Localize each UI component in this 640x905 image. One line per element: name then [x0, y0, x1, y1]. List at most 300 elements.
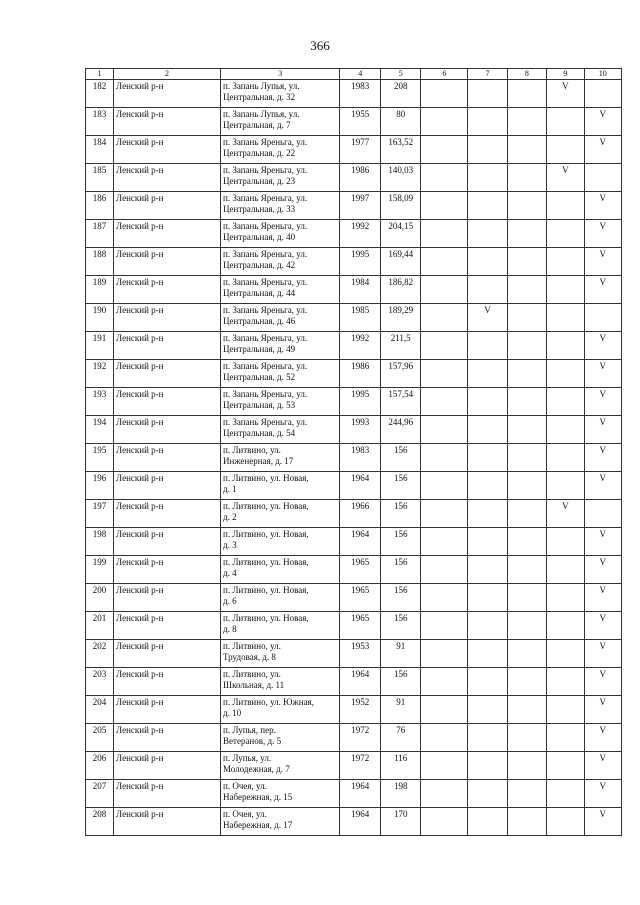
address-line-1: п. Запань Яреньга, ул. [223, 277, 308, 287]
address-line-2: д. 6 [223, 596, 237, 606]
address-line-1: п. Литвино, ул. Новая, [223, 557, 309, 567]
col9-mark-cell [547, 108, 584, 136]
col6-mark-cell [421, 668, 468, 696]
col7-mark-cell [468, 780, 507, 808]
col8-mark-cell [507, 304, 546, 332]
address-line-1: п. Лупья, ул. [223, 753, 272, 763]
area-cell: 156 [380, 668, 421, 696]
address-cell [221, 192, 340, 220]
table-row [86, 696, 622, 724]
col10-mark-cell [584, 164, 621, 192]
table-row [86, 220, 622, 248]
address-line-1: п. Литвино, ул. [223, 445, 281, 455]
year-cell: 1955 [340, 108, 381, 136]
area-cell: 91 [380, 640, 421, 668]
table-row [86, 444, 622, 472]
row-number-cell: 201 [86, 612, 114, 640]
col8-mark-cell [507, 248, 546, 276]
year-cell: 1995 [340, 388, 381, 416]
col7-mark-cell [468, 472, 507, 500]
col6-mark-cell [421, 612, 468, 640]
col9-mark-cell [547, 696, 584, 724]
address-cell [221, 556, 340, 584]
col8-mark-cell [507, 640, 546, 668]
year-cell: 1985 [340, 304, 381, 332]
area-cell: 163,52 [380, 136, 421, 164]
year-cell: 1983 [340, 80, 381, 108]
address-line-1: п. Запань Яреньга, ул. [223, 165, 308, 175]
area-cell: 169,44 [380, 248, 421, 276]
address-line-1: п. Литвино, ул. Новая, [223, 473, 309, 483]
district-cell: Ленский р-н [114, 668, 221, 696]
address-line-2: Школьная, д. 11 [223, 680, 285, 690]
table-row [86, 164, 622, 192]
address-line-1: п. Запань Яреньга, ул. [223, 361, 308, 371]
table-row [86, 416, 622, 444]
address-line-2: Центральная, д. 54 [223, 428, 296, 438]
col9-mark-cell: V [547, 80, 584, 108]
table-row [86, 780, 622, 808]
col6-mark-cell [421, 108, 468, 136]
address-line-2: Центральная, д. 49 [223, 344, 296, 354]
col9-mark-cell [547, 584, 584, 612]
district-cell: Ленский р-н [114, 780, 221, 808]
col9-mark-cell [547, 276, 584, 304]
col8-mark-cell [507, 556, 546, 584]
row-number-cell: 183 [86, 108, 114, 136]
col9-mark-cell [547, 528, 584, 556]
col8-mark-cell [507, 780, 546, 808]
district-cell: Ленский р-н [114, 304, 221, 332]
col9-mark-cell [547, 388, 584, 416]
col10-mark-cell: V [584, 276, 621, 304]
year-cell: 1952 [340, 696, 381, 724]
col10-mark-cell: V [584, 668, 621, 696]
col10-mark-cell: V [584, 808, 621, 836]
col6-mark-cell [421, 136, 468, 164]
col7-mark-cell [468, 752, 507, 780]
col7-mark-cell [468, 332, 507, 360]
address-line-1: п. Запань Лупья, ул. [223, 109, 300, 119]
row-number-cell: 188 [86, 248, 114, 276]
table-row [86, 612, 622, 640]
area-cell: 91 [380, 696, 421, 724]
header-cell: 5 [380, 69, 421, 80]
year-cell: 1992 [340, 332, 381, 360]
row-number-cell: 187 [86, 220, 114, 248]
area-cell: 156 [380, 500, 421, 528]
table-row [86, 724, 622, 752]
col9-mark-cell: V [547, 164, 584, 192]
table-row [86, 528, 622, 556]
col6-mark-cell [421, 640, 468, 668]
col9-mark-cell: V [547, 500, 584, 528]
address-line-1: п. Запань Яреньга, ул. [223, 389, 308, 399]
table-row [86, 80, 622, 108]
col8-mark-cell [507, 612, 546, 640]
address-line-1: п. Запань Яреньга, ул. [223, 305, 308, 315]
year-cell: 1992 [340, 220, 381, 248]
district-cell: Ленский р-н [114, 500, 221, 528]
col9-mark-cell [547, 248, 584, 276]
col6-mark-cell [421, 360, 468, 388]
address-cell [221, 444, 340, 472]
address-line-2: д. 8 [223, 624, 237, 634]
col10-mark-cell: V [584, 416, 621, 444]
row-number-cell: 185 [86, 164, 114, 192]
address-line-2: д. 4 [223, 568, 237, 578]
row-number-cell: 204 [86, 696, 114, 724]
col8-mark-cell [507, 444, 546, 472]
year-cell: 1986 [340, 164, 381, 192]
address-line-2: Центральная, д. 53 [223, 400, 296, 410]
col10-mark-cell: V [584, 444, 621, 472]
address-cell [221, 808, 340, 836]
col8-mark-cell [507, 80, 546, 108]
col7-mark-cell [468, 640, 507, 668]
address-line-2: Центральная, д. 22 [223, 148, 296, 158]
district-cell: Ленский р-н [114, 808, 221, 836]
col7-mark-cell [468, 612, 507, 640]
col10-mark-cell: V [584, 584, 621, 612]
col7-mark-cell [468, 80, 507, 108]
table-row [86, 808, 622, 836]
year-cell: 1953 [340, 640, 381, 668]
address-line-2: Центральная, д. 7 [223, 120, 291, 130]
table-row [86, 584, 622, 612]
col8-mark-cell [507, 696, 546, 724]
col10-mark-cell [584, 80, 621, 108]
table-row [86, 472, 622, 500]
col6-mark-cell [421, 808, 468, 836]
year-cell: 1964 [340, 472, 381, 500]
year-cell: 1964 [340, 808, 381, 836]
area-cell: 156 [380, 472, 421, 500]
col9-mark-cell [547, 416, 584, 444]
col6-mark-cell [421, 696, 468, 724]
col7-mark-cell [468, 416, 507, 444]
table-row [86, 304, 622, 332]
district-cell: Ленский р-н [114, 276, 221, 304]
address-line-1: п. Литвино, ул. Новая, [223, 613, 309, 623]
address-line-2: Молодежная, д. 7 [223, 764, 290, 774]
header-cell: 4 [340, 69, 381, 80]
year-cell: 1977 [340, 136, 381, 164]
district-cell: Ленский р-н [114, 108, 221, 136]
col7-mark-cell [468, 668, 507, 696]
address-cell [221, 668, 340, 696]
year-cell: 1964 [340, 528, 381, 556]
address-cell [221, 304, 340, 332]
header-cell: 1 [86, 69, 114, 80]
column-number-header [86, 69, 622, 80]
address-cell [221, 360, 340, 388]
col9-mark-cell [547, 808, 584, 836]
area-cell: 204,15 [380, 220, 421, 248]
area-cell: 211,5 [380, 332, 421, 360]
year-cell: 1965 [340, 612, 381, 640]
district-cell: Ленский р-н [114, 528, 221, 556]
area-cell: 189,29 [380, 304, 421, 332]
address-line-1: п. Запань Лупья, ул. [223, 81, 300, 91]
year-cell: 1966 [340, 500, 381, 528]
col8-mark-cell [507, 584, 546, 612]
header-cell: 6 [421, 69, 468, 80]
row-number-cell: 184 [86, 136, 114, 164]
col9-mark-cell [547, 136, 584, 164]
housing-register-table [85, 68, 622, 836]
col6-mark-cell [421, 752, 468, 780]
row-number-cell: 202 [86, 640, 114, 668]
area-cell: 170 [380, 808, 421, 836]
address-line-2: Центральная, д. 23 [223, 176, 296, 186]
address-cell [221, 220, 340, 248]
col6-mark-cell [421, 164, 468, 192]
address-cell [221, 416, 340, 444]
address-line-1: п. Запань Яреньга, ул. [223, 137, 308, 147]
row-number-cell: 196 [86, 472, 114, 500]
address-line-2: Центральная, д. 40 [223, 232, 296, 242]
row-number-cell: 193 [86, 388, 114, 416]
address-cell [221, 164, 340, 192]
year-cell: 1965 [340, 556, 381, 584]
year-cell: 1983 [340, 444, 381, 472]
col8-mark-cell [507, 164, 546, 192]
header-cell: 10 [584, 69, 621, 80]
area-cell: 157,54 [380, 388, 421, 416]
col8-mark-cell [507, 500, 546, 528]
district-cell: Ленский р-н [114, 248, 221, 276]
table-row [86, 332, 622, 360]
col7-mark-cell [468, 584, 507, 612]
address-line-2: д. 3 [223, 540, 237, 550]
col7-mark-cell [468, 444, 507, 472]
address-cell [221, 752, 340, 780]
col10-mark-cell: V [584, 360, 621, 388]
header-cell: 2 [114, 69, 221, 80]
col7-mark-cell [468, 696, 507, 724]
district-cell: Ленский р-н [114, 472, 221, 500]
col9-mark-cell [547, 668, 584, 696]
year-cell: 1972 [340, 724, 381, 752]
col10-mark-cell: V [584, 136, 621, 164]
row-number-cell: 186 [86, 192, 114, 220]
area-cell: 76 [380, 724, 421, 752]
district-cell: Ленский р-н [114, 416, 221, 444]
district-cell: Ленский р-н [114, 752, 221, 780]
address-cell [221, 612, 340, 640]
address-cell [221, 472, 340, 500]
address-cell [221, 136, 340, 164]
col8-mark-cell [507, 416, 546, 444]
col6-mark-cell [421, 556, 468, 584]
area-cell: 156 [380, 556, 421, 584]
district-cell: Ленский р-н [114, 584, 221, 612]
district-cell: Ленский р-н [114, 640, 221, 668]
address-cell [221, 528, 340, 556]
row-number-cell: 199 [86, 556, 114, 584]
table-row [86, 108, 622, 136]
col6-mark-cell [421, 192, 468, 220]
col6-mark-cell [421, 248, 468, 276]
table-row [86, 276, 622, 304]
row-number-cell: 205 [86, 724, 114, 752]
row-number-cell: 197 [86, 500, 114, 528]
col6-mark-cell [421, 780, 468, 808]
area-cell: 156 [380, 528, 421, 556]
col8-mark-cell [507, 528, 546, 556]
year-cell: 1964 [340, 668, 381, 696]
col10-mark-cell: V [584, 220, 621, 248]
address-line-1: п. Лупья, пер. [223, 725, 276, 735]
address-line-1: п. Очея, ул. [223, 781, 267, 791]
col9-mark-cell [547, 556, 584, 584]
address-cell [221, 500, 340, 528]
col8-mark-cell [507, 332, 546, 360]
district-cell: Ленский р-н [114, 80, 221, 108]
col8-mark-cell [507, 136, 546, 164]
col7-mark-cell [468, 808, 507, 836]
table-row [86, 388, 622, 416]
row-number-cell: 192 [86, 360, 114, 388]
col6-mark-cell [421, 388, 468, 416]
address-line-2: д. 2 [223, 512, 237, 522]
address-line-2: Центральная, д. 52 [223, 372, 296, 382]
col6-mark-cell [421, 528, 468, 556]
col8-mark-cell [507, 360, 546, 388]
area-cell: 156 [380, 612, 421, 640]
year-cell: 1972 [340, 752, 381, 780]
col6-mark-cell [421, 584, 468, 612]
col9-mark-cell [547, 780, 584, 808]
col10-mark-cell: V [584, 556, 621, 584]
page-number: 366 [310, 38, 330, 53]
table-row [86, 640, 622, 668]
col6-mark-cell [421, 220, 468, 248]
area-cell: 158,09 [380, 192, 421, 220]
address-cell [221, 80, 340, 108]
area-cell: 140,03 [380, 164, 421, 192]
col6-mark-cell [421, 80, 468, 108]
address-cell [221, 696, 340, 724]
table-row [86, 192, 622, 220]
area-cell: 186,82 [380, 276, 421, 304]
col7-mark-cell [468, 556, 507, 584]
address-line-2: д. 1 [223, 484, 237, 494]
address-line-2: Набережная, д. 17 [223, 820, 293, 830]
row-number-cell: 189 [86, 276, 114, 304]
address-cell [221, 108, 340, 136]
district-cell: Ленский р-н [114, 612, 221, 640]
area-cell: 156 [380, 444, 421, 472]
row-number-cell: 194 [86, 416, 114, 444]
area-cell: 156 [380, 584, 421, 612]
address-line-2: Ветеранов, д. 5 [223, 736, 282, 746]
district-cell: Ленский р-н [114, 360, 221, 388]
col9-mark-cell [547, 472, 584, 500]
address-line-1: п. Литвино, ул. [223, 641, 281, 651]
address-line-2: д. 10 [223, 708, 242, 718]
col10-mark-cell: V [584, 612, 621, 640]
address-line-2: Центральная, д. 32 [223, 92, 296, 102]
col8-mark-cell [507, 108, 546, 136]
col9-mark-cell [547, 304, 584, 332]
col7-mark-cell [468, 500, 507, 528]
district-cell: Ленский р-н [114, 332, 221, 360]
col8-mark-cell [507, 752, 546, 780]
table-row [86, 752, 622, 780]
row-number-cell: 195 [86, 444, 114, 472]
district-cell: Ленский р-н [114, 136, 221, 164]
address-line-2: Центральная, д. 42 [223, 260, 296, 270]
col7-mark-cell [468, 136, 507, 164]
address-line-2: Центральная, д. 33 [223, 204, 296, 214]
district-cell: Ленский р-н [114, 220, 221, 248]
row-number-cell: 182 [86, 80, 114, 108]
address-cell [221, 724, 340, 752]
area-cell: 244,96 [380, 416, 421, 444]
address-cell [221, 276, 340, 304]
col6-mark-cell [421, 332, 468, 360]
col10-mark-cell: V [584, 108, 621, 136]
col6-mark-cell [421, 416, 468, 444]
row-number-cell: 203 [86, 668, 114, 696]
year-cell: 1997 [340, 192, 381, 220]
area-cell: 116 [380, 752, 421, 780]
col9-mark-cell [547, 332, 584, 360]
col6-mark-cell [421, 304, 468, 332]
address-line-1: п. Литвино, ул. Южная, [223, 697, 314, 707]
col9-mark-cell [547, 220, 584, 248]
row-number-cell: 198 [86, 528, 114, 556]
district-cell: Ленский р-н [114, 388, 221, 416]
row-number-cell: 200 [86, 584, 114, 612]
col10-mark-cell [584, 304, 621, 332]
address-line-1: п. Литвино, ул. Новая, [223, 529, 309, 539]
col10-mark-cell: V [584, 332, 621, 360]
address-line-2: Центральная, д. 44 [223, 288, 296, 298]
col7-mark-cell [468, 108, 507, 136]
col7-mark-cell [468, 388, 507, 416]
table-row [86, 668, 622, 696]
row-number-cell: 191 [86, 332, 114, 360]
address-line-1: п. Запань Яреньга, ул. [223, 333, 308, 343]
col10-mark-cell: V [584, 780, 621, 808]
address-cell [221, 248, 340, 276]
col10-mark-cell: V [584, 724, 621, 752]
area-cell: 208 [380, 80, 421, 108]
col6-mark-cell [421, 276, 468, 304]
col6-mark-cell [421, 724, 468, 752]
address-line-2: Центральная, д. 46 [223, 316, 296, 326]
year-cell: 1964 [340, 780, 381, 808]
col8-mark-cell [507, 388, 546, 416]
col7-mark-cell [468, 192, 507, 220]
header-cell: 7 [468, 69, 507, 80]
year-cell: 1995 [340, 248, 381, 276]
row-number-cell: 208 [86, 808, 114, 836]
address-cell [221, 332, 340, 360]
row-number-cell: 190 [86, 304, 114, 332]
address-line-1: п. Литвино, ул. Новая, [223, 585, 309, 595]
col8-mark-cell [507, 668, 546, 696]
col10-mark-cell: V [584, 640, 621, 668]
col9-mark-cell [547, 444, 584, 472]
col10-mark-cell [584, 500, 621, 528]
col8-mark-cell [507, 276, 546, 304]
year-cell: 1986 [340, 360, 381, 388]
year-cell: 1984 [340, 276, 381, 304]
